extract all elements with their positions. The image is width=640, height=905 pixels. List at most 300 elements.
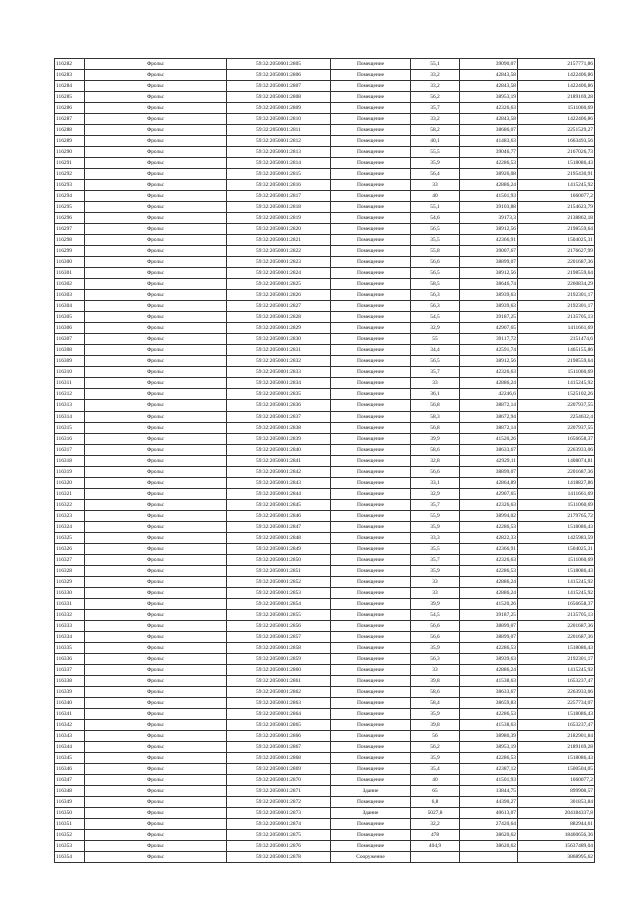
- object-type-cell: Помещение: [331, 356, 411, 367]
- row-number-cell: 116291: [55, 158, 85, 169]
- table-row: [55, 114, 595, 125]
- table-row: [55, 334, 595, 345]
- unit-price-cell: 39187,25: [460, 609, 518, 620]
- row-number-cell: 116302: [55, 279, 85, 290]
- cadastral-value-cell: 1663493,56: [518, 136, 595, 147]
- cadastral-number-cell: 59:32:2050001:2862: [227, 686, 331, 697]
- owner-name-cell: Фрольс: [85, 642, 227, 653]
- object-type-cell: Здание: [331, 786, 411, 797]
- table-row: [55, 235, 595, 246]
- owner-name-cell: Фрольс: [85, 81, 227, 92]
- cadastral-number-cell: 59:32:2050001:2852: [227, 576, 331, 587]
- cadastral-number-cell: 59:32:2050001:2843: [227, 477, 331, 488]
- table-row: [55, 808, 595, 819]
- unit-price-cell: 38872,14: [460, 400, 518, 411]
- unit-price-cell: 42366,91: [460, 235, 518, 246]
- area-cell: 32,9: [411, 488, 460, 499]
- object-type-cell: Помещение: [331, 488, 411, 499]
- cadastral-value-cell: 1656658,37: [518, 598, 595, 609]
- owner-name-cell: Фрольс: [85, 356, 227, 367]
- area-cell: 35,9: [411, 752, 460, 763]
- cadastral-number-cell: 59:32:2050001:2873: [227, 808, 331, 819]
- cadastral-number-cell: 59:32:2050001:2817: [227, 191, 331, 202]
- table-row: [55, 830, 595, 841]
- area-cell: 33,2: [411, 81, 460, 92]
- cadastral-number-cell: 59:32:2050001:2863: [227, 697, 331, 708]
- area-cell: 478: [411, 830, 460, 841]
- object-type-cell: Помещение: [331, 323, 411, 334]
- owner-name-cell: Фрольс: [85, 334, 227, 345]
- owner-name-cell: Фрольс: [85, 488, 227, 499]
- cadastral-value-cell: 2176627,99: [518, 246, 595, 257]
- table-row: [55, 59, 595, 70]
- cadastral-value-cell: 1408074,81: [518, 455, 595, 466]
- owner-name-cell: Фрольс: [85, 808, 227, 819]
- area-cell: 55,1: [411, 202, 460, 213]
- cadastral-number-cell: 59:32:2050001:2874: [227, 819, 331, 830]
- cadastral-number-cell: 59:32:2050001:2818: [227, 202, 331, 213]
- owner-name-cell: Фрольс: [85, 752, 227, 763]
- owner-name-cell: Фрольс: [85, 422, 227, 433]
- object-type-cell: Помещение: [331, 841, 411, 852]
- area-cell: 33: [411, 664, 460, 675]
- object-type-cell: Помещение: [331, 499, 411, 510]
- owner-name-cell: Фрольс: [85, 554, 227, 565]
- cadastral-value-cell: 15637489,04: [518, 841, 595, 852]
- unit-price-cell: 42246,6: [460, 389, 518, 400]
- object-type-cell: Помещение: [331, 147, 411, 158]
- row-number-cell: 116344: [55, 741, 85, 752]
- cadastral-value-cell: 1422406,86: [518, 70, 595, 81]
- unit-price-cell: 39173,3: [460, 213, 518, 224]
- cadastral-value-cell: 2135705,13: [518, 609, 595, 620]
- owner-name-cell: Фрольс: [85, 257, 227, 268]
- owner-name-cell: Фрольс: [85, 224, 227, 235]
- area-cell: 35,9: [411, 158, 460, 169]
- area-cell: 5027,8: [411, 808, 460, 819]
- object-type-cell: Помещение: [331, 565, 411, 576]
- table-row: [55, 697, 595, 708]
- owner-name-cell: Фрольс: [85, 786, 227, 797]
- row-number-cell: 116300: [55, 257, 85, 268]
- owner-name-cell: Фрольс: [85, 92, 227, 103]
- owner-name-cell: Фрольс: [85, 797, 227, 808]
- row-number-cell: 116305: [55, 312, 85, 323]
- cadastral-number-cell: 59:32:2050001:2835: [227, 389, 331, 400]
- object-type-cell: Помещение: [331, 411, 411, 422]
- owner-name-cell: Фрольс: [85, 499, 227, 510]
- area-cell: 35,7: [411, 103, 460, 114]
- object-type-cell: Помещение: [331, 334, 411, 345]
- row-number-cell: 116286: [55, 103, 85, 114]
- row-number-cell: 116307: [55, 334, 85, 345]
- unit-price-cell: 38953,19: [460, 741, 518, 752]
- table-row: [55, 81, 595, 92]
- object-type-cell: Помещение: [331, 764, 411, 775]
- object-type-cell: Помещение: [331, 279, 411, 290]
- cadastral-value-cell: 2207937,55: [518, 422, 595, 433]
- table-row: [55, 180, 595, 191]
- row-number-cell: 116330: [55, 587, 85, 598]
- row-number-cell: 116337: [55, 664, 85, 675]
- area-cell: 56,4: [411, 169, 460, 180]
- owner-name-cell: Фрольс: [85, 389, 227, 400]
- unit-price-cell: 42286,53: [460, 158, 518, 169]
- row-number-cell: 116294: [55, 191, 85, 202]
- table-row: [55, 411, 595, 422]
- area-cell: 56,5: [411, 268, 460, 279]
- area-cell: 39,9: [411, 598, 460, 609]
- row-number-cell: 116346: [55, 764, 85, 775]
- cadastral-number-cell: 59:32:2050001:2834: [227, 378, 331, 389]
- row-number-cell: 116298: [55, 235, 85, 246]
- object-type-cell: Помещение: [331, 543, 411, 554]
- row-number-cell: 116288: [55, 125, 85, 136]
- object-type-cell: Помещение: [331, 136, 411, 147]
- object-type-cell: Помещение: [331, 708, 411, 719]
- row-number-cell: 116342: [55, 719, 85, 730]
- area-cell: 39,8: [411, 675, 460, 686]
- area-cell: 55,8: [411, 246, 460, 257]
- owner-name-cell: Фрольс: [85, 653, 227, 664]
- area-cell: 56,3: [411, 290, 460, 301]
- table-body: [55, 59, 595, 863]
- row-number-cell: 116340: [55, 697, 85, 708]
- area-cell: 36,1: [411, 389, 460, 400]
- cadastral-number-cell: 59:32:2050001:2865: [227, 719, 331, 730]
- unit-price-cell: 42907,65: [460, 488, 518, 499]
- cadastral-value-cell: 1425983,59: [518, 532, 595, 543]
- unit-price-cell: 41483,63: [460, 136, 518, 147]
- object-type-cell: Помещение: [331, 598, 411, 609]
- table-row: [55, 477, 595, 488]
- unit-price-cell: 38980,39: [460, 730, 518, 741]
- cadastral-value-cell: 2157771,86: [518, 59, 595, 70]
- area-cell: 32,2: [411, 819, 460, 830]
- object-type-cell: Помещение: [331, 730, 411, 741]
- row-number-cell: 116327: [55, 554, 85, 565]
- unit-price-cell: 38953,19: [460, 92, 518, 103]
- object-type-cell: Помещение: [331, 158, 411, 169]
- owner-name-cell: Фрольс: [85, 125, 227, 136]
- object-type-cell: Помещение: [331, 103, 411, 114]
- cadastral-value-cell: 1511060,69: [518, 554, 595, 565]
- object-type-cell: Помещение: [331, 521, 411, 532]
- area-cell: 58,6: [411, 686, 460, 697]
- owner-name-cell: Фрольс: [85, 576, 227, 587]
- area-cell: 33,2: [411, 114, 460, 125]
- unit-price-cell: 38899,07: [460, 257, 518, 268]
- area-cell: 34,4: [411, 345, 460, 356]
- row-number-cell: 116309: [55, 356, 85, 367]
- object-type-cell: Помещение: [331, 642, 411, 653]
- area-cell: 56,2: [411, 92, 460, 103]
- cadastral-value-cell: 1500504,05: [518, 764, 595, 775]
- table-row: [55, 631, 595, 642]
- unit-price-cell: 42864,89: [460, 477, 518, 488]
- owner-name-cell: Фрольс: [85, 664, 227, 675]
- object-type-cell: Помещение: [331, 819, 411, 830]
- row-number-cell: 116335: [55, 642, 85, 653]
- area-cell: 33,3: [411, 532, 460, 543]
- object-type-cell: Помещение: [331, 81, 411, 92]
- object-type-cell: Помещение: [331, 224, 411, 235]
- area-cell: 56,2: [411, 741, 460, 752]
- table-row: [55, 499, 595, 510]
- row-number-cell: 116318: [55, 455, 85, 466]
- table-row: [55, 323, 595, 334]
- area-cell: 32,8: [411, 455, 460, 466]
- owner-name-cell: Фрольс: [85, 400, 227, 411]
- cadastral-number-cell: 59:32:2050001:2876: [227, 841, 331, 852]
- cadastral-value-cell: 1415245,92: [518, 378, 595, 389]
- table-row: [55, 169, 595, 180]
- object-type-cell: Помещение: [331, 389, 411, 400]
- table-row: [55, 147, 595, 158]
- unit-price-cell: 42907,65: [460, 323, 518, 334]
- unit-price-cell: 42886,24: [460, 180, 518, 191]
- owner-name-cell: Фрольс: [85, 290, 227, 301]
- cadastral-value-cell: 2182901,84: [518, 730, 595, 741]
- unit-price-cell: 38912,56: [460, 356, 518, 367]
- area-cell: 33,1: [411, 477, 460, 488]
- owner-name-cell: Фрольс: [85, 70, 227, 81]
- cadastral-number-cell: 59:32:2050001:2838: [227, 422, 331, 433]
- object-type-cell: Помещение: [331, 290, 411, 301]
- table-row: [55, 378, 595, 389]
- cadastral-number-cell: 59:32:2050001:2878: [227, 852, 331, 863]
- table-row: [55, 312, 595, 323]
- unit-price-cell: 38939,63: [460, 290, 518, 301]
- cadastral-value-cell: 1525102,26: [518, 389, 595, 400]
- object-type-cell: Помещение: [331, 775, 411, 786]
- unit-price-cell: 42822,33: [460, 532, 518, 543]
- cadastral-number-cell: 59:32:2050001:2821: [227, 235, 331, 246]
- object-type-cell: Помещение: [331, 830, 411, 841]
- owner-name-cell: Фрольс: [85, 466, 227, 477]
- cadastral-number-cell: 59:32:2050001:2831: [227, 345, 331, 356]
- owner-name-cell: Фрольс: [85, 775, 227, 786]
- table-row: [55, 852, 595, 863]
- unit-price-cell: 38899,07: [460, 466, 518, 477]
- cadastral-number-cell: 59:32:2050001:2868: [227, 752, 331, 763]
- cadastral-number-cell: 59:32:2050001:2813: [227, 147, 331, 158]
- object-type-cell: Помещение: [331, 257, 411, 268]
- row-number-cell: 116306: [55, 323, 85, 334]
- area-cell: 56,6: [411, 257, 460, 268]
- unit-price-cell: 42886,24: [460, 664, 518, 675]
- cadastral-number-cell: 59:32:2050001:2857: [227, 631, 331, 642]
- table-row: [55, 224, 595, 235]
- unit-price-cell: 38926,08: [460, 169, 518, 180]
- object-type-cell: Здание: [331, 808, 411, 819]
- object-type-cell: Помещение: [331, 202, 411, 213]
- object-type-cell: Сооружение: [331, 852, 411, 863]
- area-cell: 56,3: [411, 653, 460, 664]
- table-row: [55, 686, 595, 697]
- cadastral-number-cell: 59:32:2050001:2854: [227, 598, 331, 609]
- row-number-cell: 116308: [55, 345, 85, 356]
- cadastral-value-cell: 1411661,69: [518, 488, 595, 499]
- area-cell: 33: [411, 576, 460, 587]
- owner-name-cell: Фрольс: [85, 455, 227, 466]
- object-type-cell: Помещение: [331, 246, 411, 257]
- unit-price-cell: 39090,07: [460, 59, 518, 70]
- area-cell: 55,9: [411, 510, 460, 521]
- unit-price-cell: 38939,63: [460, 653, 518, 664]
- cadastral-value-cell: 1660077,2: [518, 191, 595, 202]
- table-row: [55, 719, 595, 730]
- cadastral-value-cell: 3868995,62: [518, 852, 595, 863]
- row-number-cell: 116329: [55, 576, 85, 587]
- cadastral-number-cell: 59:32:2050001:2847: [227, 521, 331, 532]
- object-type-cell: Помещение: [331, 345, 411, 356]
- unit-price-cell: 42843,58: [460, 70, 518, 81]
- cadastral-value-cell: 2151474,6: [518, 334, 595, 345]
- unit-price-cell: 41501,93: [460, 191, 518, 202]
- cadastral-number-cell: 59:32:2050001:2832: [227, 356, 331, 367]
- object-type-cell: Помещение: [331, 92, 411, 103]
- area-cell: 58,3: [411, 411, 460, 422]
- cadastral-number-cell: 59:32:2050001:2824: [227, 268, 331, 279]
- row-number-cell: 116314: [55, 411, 85, 422]
- area-cell: 58,5: [411, 279, 460, 290]
- row-number-cell: 116350: [55, 808, 85, 819]
- owner-name-cell: Фрольс: [85, 819, 227, 830]
- owner-name-cell: Фрольс: [85, 852, 227, 863]
- row-number-cell: 116303: [55, 290, 85, 301]
- object-type-cell: Помещение: [331, 444, 411, 455]
- unit-price-cell: 38994,02: [460, 510, 518, 521]
- unit-price-cell: 38686,07: [460, 125, 518, 136]
- unit-price-cell: 42326,63: [460, 367, 518, 378]
- cadastral-value-cell: 2179765,72: [518, 510, 595, 521]
- owner-name-cell: Фрольс: [85, 675, 227, 686]
- row-number-cell: 116338: [55, 675, 85, 686]
- owner-name-cell: Фрольс: [85, 268, 227, 279]
- row-number-cell: 116349: [55, 797, 85, 808]
- row-number-cell: 116332: [55, 609, 85, 620]
- cadastral-number-cell: 59:32:2050001:2858: [227, 642, 331, 653]
- unit-price-cell: 41538,63: [460, 675, 518, 686]
- table-row: [55, 466, 595, 477]
- owner-name-cell: Фрольс: [85, 598, 227, 609]
- object-type-cell: Помещение: [331, 797, 411, 808]
- area-cell: 58,2: [411, 125, 460, 136]
- area-cell: 35,9: [411, 642, 460, 653]
- table-row: [55, 775, 595, 786]
- cadastral-value-cell: 2189169,28: [518, 92, 595, 103]
- row-number-cell: 116333: [55, 620, 85, 631]
- unit-price-cell: 42286,53: [460, 752, 518, 763]
- cadastral-value-cell: 1518086,43: [518, 708, 595, 719]
- cadastral-number-cell: 59:32:2050001:2840: [227, 444, 331, 455]
- owner-name-cell: Фрольс: [85, 697, 227, 708]
- unit-price-cell: 42387,12: [460, 764, 518, 775]
- table-row: [55, 202, 595, 213]
- area-cell: 33,2: [411, 70, 460, 81]
- object-type-cell: Помещение: [331, 554, 411, 565]
- object-type-cell: Помещение: [331, 169, 411, 180]
- unit-price-cell: 38633,67: [460, 686, 518, 697]
- cadastral-value-cell: 2195430,91: [518, 169, 595, 180]
- cadastral-value-cell: 2192301,17: [518, 290, 595, 301]
- table-row: [55, 268, 595, 279]
- cadastral-value-cell: 2154623,79: [518, 202, 595, 213]
- cadastral-number-cell: 59:32:2050001:2808: [227, 92, 331, 103]
- owner-name-cell: Фрольс: [85, 521, 227, 532]
- row-number-cell: 116351: [55, 819, 85, 830]
- cadastral-number-cell: 59:32:2050001:2870: [227, 775, 331, 786]
- unit-price-cell: 42286,53: [460, 565, 518, 576]
- owner-name-cell: Фрольс: [85, 741, 227, 752]
- cadastral-number-cell: 59:32:2050001:2827: [227, 301, 331, 312]
- object-type-cell: Помещение: [331, 653, 411, 664]
- table-row: [55, 70, 595, 81]
- owner-name-cell: Фрольс: [85, 764, 227, 775]
- unit-price-cell: 38912,56: [460, 268, 518, 279]
- area-cell: 35,9: [411, 708, 460, 719]
- owner-name-cell: Фрольс: [85, 213, 227, 224]
- area-cell: 33: [411, 180, 460, 191]
- owner-name-cell: Фрольс: [85, 279, 227, 290]
- object-type-cell: Помещение: [331, 433, 411, 444]
- row-number-cell: 116289: [55, 136, 85, 147]
- cadastral-number-cell: 59:32:2050001:2844: [227, 488, 331, 499]
- cadastral-value-cell: 2201687,36: [518, 257, 595, 268]
- cadastral-value-cell: 2192301,17: [518, 653, 595, 664]
- unit-price-cell: 42286,53: [460, 521, 518, 532]
- row-number-cell: 116345: [55, 752, 85, 763]
- area-cell: 56,5: [411, 356, 460, 367]
- object-type-cell: Помещение: [331, 367, 411, 378]
- unit-price-cell: 38872,14: [460, 422, 518, 433]
- table-row: [55, 841, 595, 852]
- table-row: [55, 819, 595, 830]
- owner-name-cell: Фрольс: [85, 367, 227, 378]
- area-cell: 58,6: [411, 444, 460, 455]
- owner-name-cell: Фрольс: [85, 312, 227, 323]
- table-row: [55, 290, 595, 301]
- unit-price-cell: 42886,24: [460, 378, 518, 389]
- unit-price-cell: 42326,63: [460, 499, 518, 510]
- unit-price-cell: 42286,53: [460, 708, 518, 719]
- unit-price-cell: 42886,24: [460, 587, 518, 598]
- cadastral-number-cell: 59:32:2050001:2855: [227, 609, 331, 620]
- cadastral-number-cell: 59:32:2050001:2807: [227, 81, 331, 92]
- cadastral-value-cell: 2189169,28: [518, 741, 595, 752]
- object-type-cell: Помещение: [331, 114, 411, 125]
- unit-price-cell: 42366,91: [460, 543, 518, 554]
- area-cell: 54,6: [411, 213, 460, 224]
- row-number-cell: 116297: [55, 224, 85, 235]
- cadastral-number-cell: 59:32:2050001:2826: [227, 290, 331, 301]
- table-row: [55, 367, 595, 378]
- row-number-cell: 116353: [55, 841, 85, 852]
- cadastral-value-cell: 2263933,06: [518, 444, 595, 455]
- cadastral-number-cell: 59:32:2050001:2822: [227, 246, 331, 257]
- row-number-cell: 116325: [55, 532, 85, 543]
- table-row: [55, 741, 595, 752]
- cadastral-number-cell: 59:32:2050001:2812: [227, 136, 331, 147]
- table-row: [55, 598, 595, 609]
- table-row: [55, 279, 595, 290]
- owner-name-cell: Фрольс: [85, 565, 227, 576]
- cadastral-number-cell: 59:32:2050001:2872: [227, 797, 331, 808]
- owner-name-cell: Фрольс: [85, 147, 227, 158]
- table-row: [55, 609, 595, 620]
- table-row: [55, 356, 595, 367]
